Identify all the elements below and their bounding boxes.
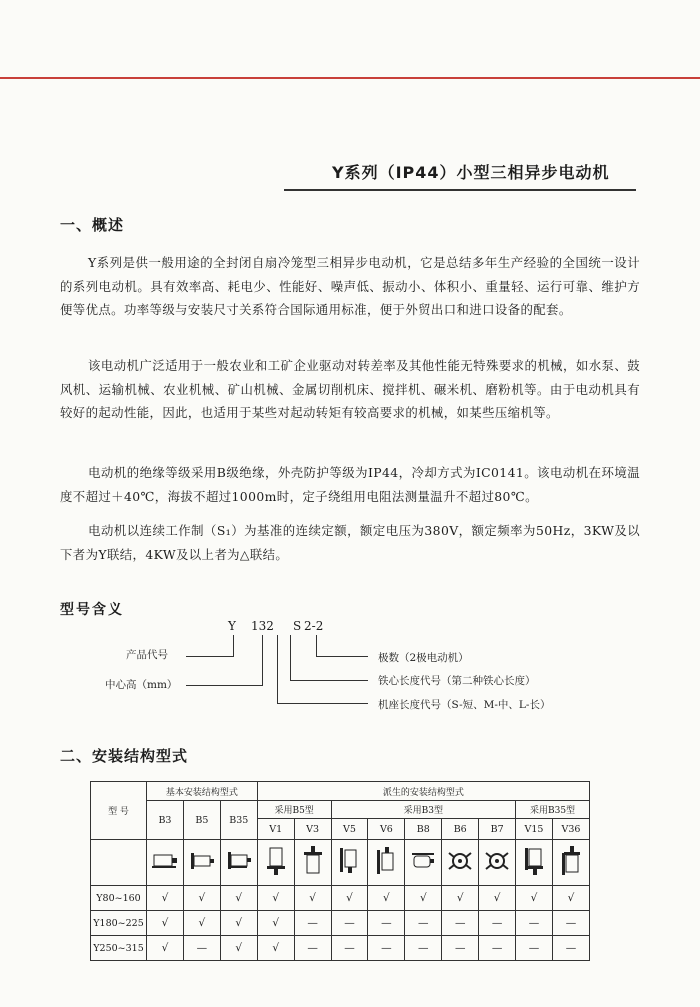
mark-cell: — (552, 911, 589, 936)
col-header-b35: B35 (220, 801, 257, 840)
table-row (91, 886, 590, 911)
group-b5-header: 采用B5型 (257, 801, 331, 819)
mark-cell: √ (331, 886, 368, 911)
model-code-center-height: 132 (251, 619, 274, 633)
mark-cell: √ (147, 886, 184, 911)
mark-cell: — (552, 936, 589, 961)
frame-length-drop (277, 635, 278, 703)
mark-cell: — (479, 911, 516, 936)
vertical-flange-up-motor-icon (294, 840, 331, 886)
col-header-v1: V1 (257, 819, 294, 840)
frame-length-label: 机座长度代号（S-短、M-中、L-长） (378, 699, 551, 711)
row-model: Y180~225 (91, 911, 147, 936)
derived-types-header: 派生的安装结构型式 (257, 782, 589, 801)
icon-row (91, 840, 590, 886)
mark-cell: √ (257, 911, 294, 936)
model-header-cell: 型 号 (91, 782, 147, 840)
table-row (91, 936, 590, 961)
group-b3-header: 采用B3型 (331, 801, 516, 819)
model-code-poles: 2-2 (304, 619, 324, 633)
mark-cell: — (183, 936, 220, 961)
overview-paragraph-1: Y系列是供一般用途的全封闭自扇冷笼型三相异步电动机，它是总结多年生产经验的全国统一设计的系列电动机。具有效率高、耗电少、性能好、噪声低、振动小、体积小、重量轻、运行可靠、维护方便等优点。功率等级与安装尺寸关系符合国际通用标准，便于外贸出口和进口设备的配套。 (60, 255, 640, 318)
mark-cell: √ (220, 936, 257, 961)
col-header-b5: B5 (183, 801, 220, 840)
poles-drop (316, 635, 317, 657)
group-b35-header: 采用B35型 (516, 801, 590, 819)
center-height-label: 中心高（mm） (105, 679, 178, 691)
mark-cell: — (294, 911, 331, 936)
mark-cell: √ (147, 911, 184, 936)
col-header-b7: B7 (479, 819, 516, 840)
frame-length-connector (277, 703, 368, 704)
poles-label: 极数（2极电动机） (378, 652, 469, 664)
horizontal-foot-motor-icon (147, 840, 184, 886)
mark-cell: √ (147, 936, 184, 961)
mark-cell: √ (257, 886, 294, 911)
overview-paragraph-2: 该电动机广泛适用于一般农业和工矿企业驱动对转差率及其他性能无特殊要求的机械，如水泵、鼓风机、运输机械、农业机械、矿山机械、金属切削机床、搅拌机、碾米机、磨粉机等。由于电动机具有较好的起动性能，因此，也适用于某些对起动转矩有较高要求的机械，如某些压缩机等。 (60, 358, 640, 421)
product-code-drop (233, 635, 234, 657)
mark-cell: — (331, 936, 368, 961)
title-underline (284, 189, 636, 191)
model-code-y: Y (228, 619, 236, 633)
wall-side-motor-icon (479, 840, 516, 886)
mark-cell: — (442, 936, 479, 961)
mark-cell: √ (257, 936, 294, 961)
overview-paragraph-4: 电动机以连续工作制（S₁）为基准的连续定额，额定电压为380V，额定频率为50Hz，3KW及以下者为Y联结，4KW及以上者为△联结。 (60, 523, 640, 562)
mark-cell: √ (368, 886, 405, 911)
col-header-v3: V3 (294, 819, 331, 840)
core-length-label: 铁心长度代号（第二种铁心长度） (378, 675, 536, 687)
top-red-rule (0, 77, 700, 79)
flange-motor-icon (183, 840, 220, 886)
table-row (91, 911, 590, 936)
mark-cell: √ (183, 911, 220, 936)
mark-cell: — (405, 911, 442, 936)
mark-cell: √ (552, 886, 589, 911)
mark-cell: — (479, 936, 516, 961)
mark-cell: — (368, 936, 405, 961)
mark-cell: √ (516, 886, 553, 911)
col-header-v6: V6 (368, 819, 405, 840)
col-header-v36: V36 (552, 819, 589, 840)
basic-types-header: 基本安装结构型式 (147, 782, 258, 801)
mark-cell: — (516, 936, 553, 961)
overview-paragraph-3: 电动机的绝缘等级采用B级绝缘，外壳防护等级为IP44，冷却方式为IC0141。该电动机在环境温度不超过＋40℃，海拔不超过1000m时，定子绕组用电阻法测量温升不超过80℃。 (60, 465, 640, 504)
wall-side-motor-icon (442, 840, 479, 886)
mark-cell: √ (294, 886, 331, 911)
section2-heading: 二、安装结构型式 (60, 747, 189, 765)
product-code-label: 产品代号 (126, 649, 168, 661)
wall-foot-motor-icon (331, 840, 368, 886)
center-height-connector (186, 685, 263, 686)
vertical-foot-flange-motor-icon (516, 840, 553, 886)
mark-cell: — (516, 911, 553, 936)
mark-cell: — (442, 911, 479, 936)
mark-cell: — (294, 936, 331, 961)
vertical-foot-flange-up-motor-icon (552, 840, 589, 886)
section1-heading: 一、概述 (60, 216, 125, 234)
col-header-b6: B6 (442, 819, 479, 840)
icon-row-blank (91, 840, 147, 886)
mark-cell: √ (405, 886, 442, 911)
mark-cell: — (331, 911, 368, 936)
product-code-connector (186, 656, 234, 657)
mark-cell: √ (479, 886, 516, 911)
ceiling-foot-motor-icon (405, 840, 442, 886)
document-title: Y系列（IP44）小型三相异步电动机 (332, 163, 610, 182)
mark-cell: √ (220, 911, 257, 936)
col-header-v15: V15 (516, 819, 553, 840)
col-header-v5: V5 (331, 819, 368, 840)
foot-flange-motor-icon (220, 840, 257, 886)
core-length-drop (290, 635, 291, 680)
mark-cell: √ (220, 886, 257, 911)
col-header-b8: B8 (405, 819, 442, 840)
core-length-connector (290, 680, 368, 681)
row-model: Y250~315 (91, 936, 147, 961)
wall-foot-up-motor-icon (368, 840, 405, 886)
model-meaning-heading: 型号含义 (60, 602, 124, 618)
mounting-types-table (90, 781, 590, 961)
model-code-frame: S (293, 619, 302, 633)
mark-cell: √ (442, 886, 479, 911)
mark-cell: — (405, 936, 442, 961)
row-model: Y80~160 (91, 886, 147, 911)
col-header-b3: B3 (147, 801, 184, 840)
mark-cell: — (368, 911, 405, 936)
mark-cell: √ (183, 886, 220, 911)
vertical-flange-motor-icon (257, 840, 294, 886)
center-height-drop (262, 635, 263, 686)
poles-connector (316, 656, 368, 657)
